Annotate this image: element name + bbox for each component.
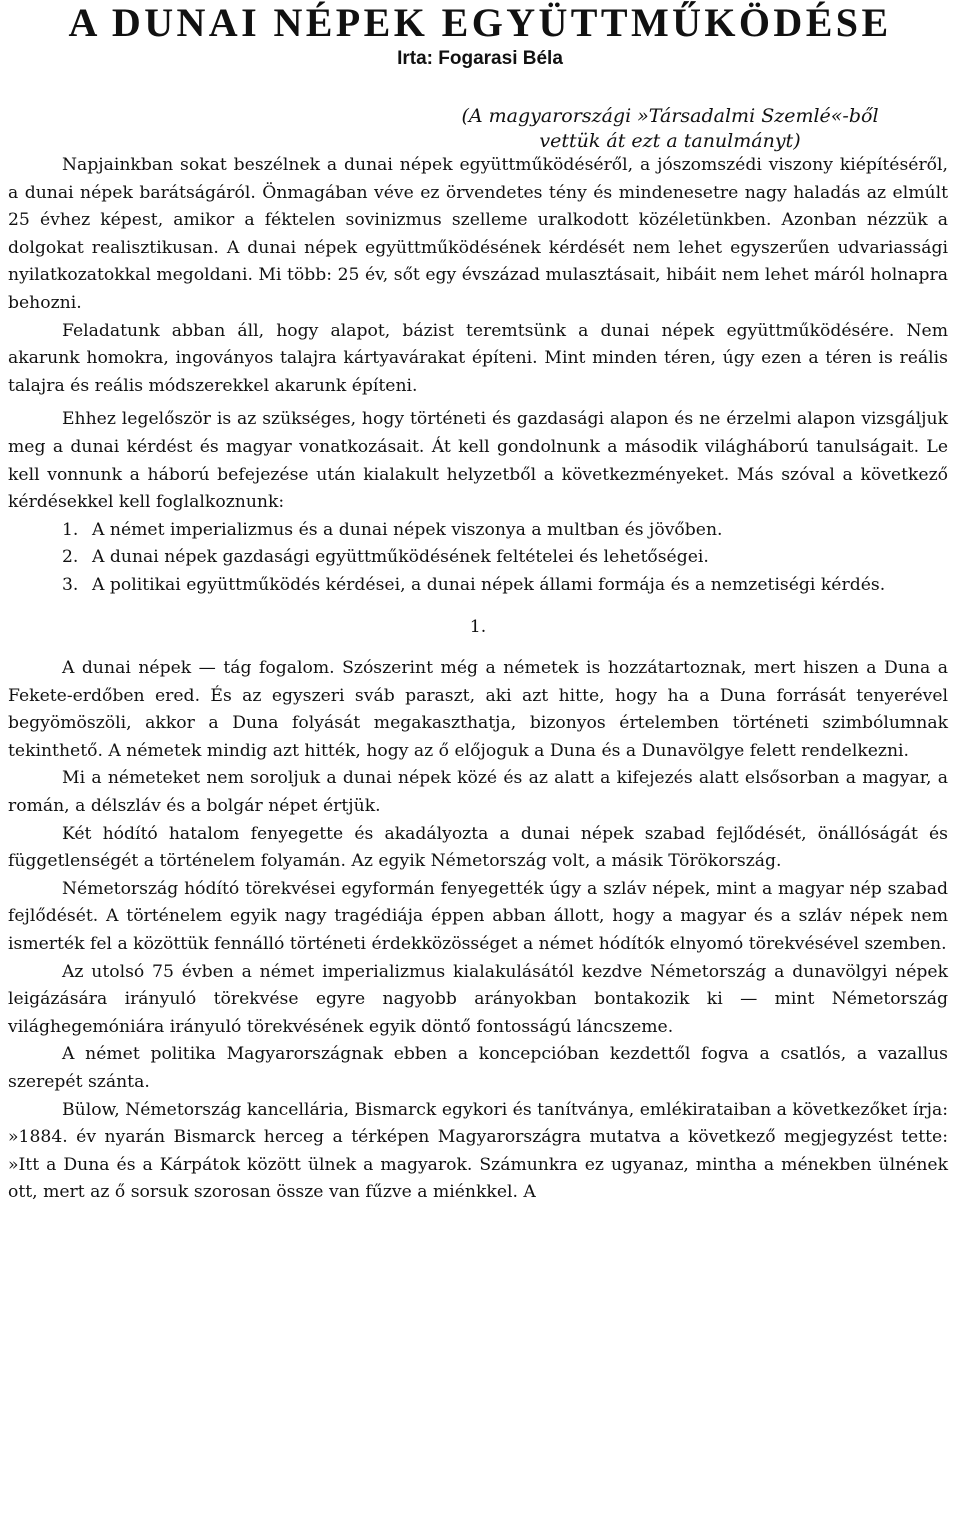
- list-item-number: 3.: [62, 574, 79, 595]
- list-item-text: A német imperializmus és a dunai népek viszonya a multban és jövőben.: [92, 519, 723, 540]
- question-list: [8, 517, 948, 600]
- paragraph: Németország hódító törekvései egyformán fenyegették úgy a szláv népek, mint a magyar nép szabad fejlődését. A történelem egyik nagy tragédiája éppen abban állott, hogy a magyar és a szláv népek nem ismerték fel a közöttük fennálló történeti érdekközösséget a német hódítók elnyomó törekvésével szemben.: [8, 878, 948, 955]
- paragraph: Napjainkban sokat beszélnek a dunai népek együttműködéséről, a jószomszédi viszony kiépítéséről, a dunai népek barátságáról. Önmagában véve ez örvendetes tény és mindenesetre nagy haladás az elmúlt 25 évhez képest, amikor a féktelen sovinizmus szelleme uralkodott közéletünkben. Azonban nézzük a dolgokat realisztikusan. A dunai népek együttműködésének kérdését nem lehet egyszerűen udvariassági nyilatkozatokkal megoldani. Mi több: 25 év, sőt egy évszázad mulasztásait, hibáit nem lehet máról holnapra behozni.: [8, 155, 948, 313]
- article-title: A DUNAI NÉPEK EGYÜTTMŰKÖDÉSE: [68, 0, 892, 45]
- source-note-line-1: (A magyarországi »Társadalmi Szemlé«-ből: [461, 105, 879, 127]
- paragraph: Az utolsó 75 évben a német imperializmus kialakulásától kezdve Németország a dunavölgyi népek leigázására irányuló törekvése egyre nagyobb arányokban bontakozik ki — mint Németország világhegemóniára irányuló törekvésének egyik döntő fontosságú láncszeme.: [8, 961, 948, 1037]
- list-item: [8, 572, 948, 600]
- section-number: 1.: [469, 616, 487, 637]
- article-body: [8, 152, 948, 1207]
- source-note: [390, 104, 950, 154]
- list-item-number: 1.: [62, 519, 79, 540]
- paragraph: Mi a németeket nem soroljuk a dunai népek közé és az alatt a kifejezés alatt elsősorban a magyar, a román, a délszláv és a bolgár népet értjük.: [8, 768, 948, 817]
- list-item-text: A dunai népek gazdasági együttműködésének feltételei és lehetőségei.: [92, 547, 709, 568]
- paragraph: Két hódító hatalom fenyegette és akadályozta a dunai népek szabad fejlődését, önállóságát és függetlenségét a történelem folyamán. Az egyik Németország volt, a másik Törökország.: [8, 823, 948, 872]
- source-note-line-2: vettük át ezt a tanulmányt): [539, 130, 801, 152]
- paragraph: A dunai népek — tág fogalom. Szószerint még a németek is hozzátartoznak, mert hiszen a Duna a Fekete-erdőben ered. És az egyszeri sváb paraszt, aki azt hitte, hogy ha a Duna forrását tenyerével begyömöszöli, akkor a Duna folyását megakaszthatja, bizonyos értelemben történeti szimbólumnak tekinthető. A németek mindig azt hitték, hogy az ő előjoguk a Duna és a Dunavölgye felett rendelkezni.: [8, 658, 948, 761]
- paragraph: A német politika Magyarországnak ebben a koncepcióban kezdettől fogva a csatlós, a vazallus szerepét szánta.: [8, 1044, 948, 1092]
- list-item-number: 2.: [62, 547, 79, 568]
- paragraph: Bülow, Németország kancellária, Bismarck egykori és tanítványa, emlékirataiban a következőket írja: »1884. év nyarán Bismarck herceg a térképen Magyarországra mutatva a következő megjegyzést tette: »Itt a Duna és a Kárpátok között ülnek a magyarok. Számunkra ez ugyanaz, mintha a ménekben ülnének ott, mert az ő sorsuk szorosan össze van fűzve a miénkkel. A: [8, 1099, 948, 1203]
- list-item: [8, 544, 948, 572]
- author-byline: Irta: Fogarasi Béla: [397, 48, 563, 69]
- list-item-text: A politikai együttműködés kérdései, a dunai népek állami formája és a nemzetiségi kérdés.: [92, 574, 886, 595]
- paragraph: Ehhez legelőször is az szükséges, hogy történeti és gazdasági alapon és ne érzelmi alapon vizsgáljuk meg a dunai kérdést és magyar vonatkozásait. Át kell gondolnunk a második világháború tanulságait. Le kell vonnunk a háború befejezése után kialakult helyzetből a következményeket. Más szóval a következő kérdésekkel kell foglalkoznunk:: [8, 409, 948, 513]
- paragraph: Feladatunk abban áll, hogy alapot, bázist teremtsünk a dunai népek együttműködésére. Nem akarunk homokra, ingoványos talajra kártyavárakat építeni. Mint minden téren, úgy ezen a téren is reális talajra és reális módszerekkel akarunk építeni.: [8, 320, 948, 396]
- list-item: [8, 517, 948, 545]
